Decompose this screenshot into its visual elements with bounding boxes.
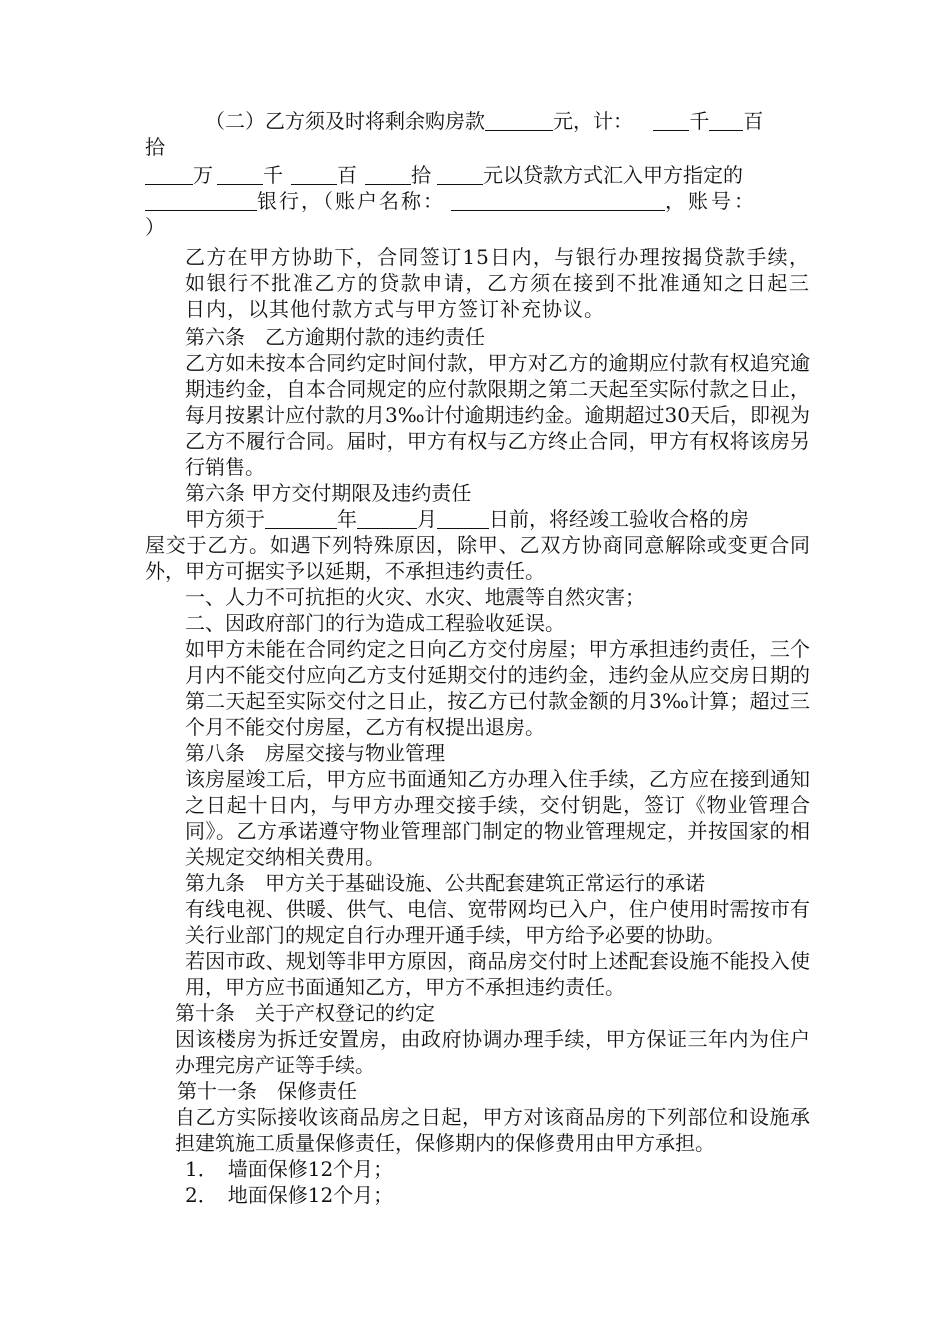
document-page <box>145 108 810 1208</box>
blank-thousand-2[interactable] <box>217 164 263 185</box>
article-11-body: 自乙方实际接收该商品房之日起，甲方对该商品房的下列部位和设施承担建筑施工质量保修责任，保修期内的保修费用由甲方承担。 <box>175 1105 810 1155</box>
exception-item-2: 二、因政府部门的行为造成工程验收延误。 <box>185 611 565 635</box>
clause-2-text: （二）乙方须及时将剩余购房款 <box>205 109 485 133</box>
article-6b-title: 第六条 甲方交付期限及违约责任 <box>185 481 472 505</box>
delivery-continuation: 屋交于乙方。如遇下列特殊原因，除甲、乙双方协商同意解除或变更合同外，甲方可据实予以延期，不承担违约责任。 <box>145 533 810 583</box>
blank-year[interactable] <box>265 508 337 529</box>
article-8-title: 第八条 房屋交接与物业管理 <box>185 741 445 765</box>
article-10-body: 因该楼房为拆迁安置房，由政府协调办理手续，甲方保证三年内为住户办理完房产证等手续。 <box>175 1027 810 1077</box>
clause-2-line-3: 万 千 百 拾 元以贷款方式汇入甲方指定的 <box>145 162 810 188</box>
blank-hundred-2[interactable] <box>291 164 337 185</box>
delivery-penalty: 如甲方未能在合同约定之日向乙方交付房屋；甲方承担违约责任，三个月内不能交付应向乙方支付延期交付的违约金，违约金从应交房日期的第二天起至实际交付之日止，按乙方已付款金额的月3‰计算；超过三个月不能交付房屋，乙方有权提出退房。 <box>185 637 810 739</box>
blank-yuan[interactable] <box>437 164 483 185</box>
article-11-title: 第十一条 保修责任 <box>177 1079 357 1103</box>
clause-2-line-2: 拾 <box>145 135 165 159</box>
delivery-date-line: 甲方须于 年 月 日前，将经竣工验收合格的房 <box>185 507 749 531</box>
exception-item-1: 一、人力不可抗拒的火灾、水灾、地震等自然灾害； <box>185 585 645 609</box>
article-6-title: 第六条 乙方逾期付款的违约责任 <box>185 325 485 349</box>
article-10-title: 第十条 关于产权登记的约定 <box>175 1001 435 1025</box>
blank-ten-2[interactable] <box>365 164 411 185</box>
article-6-body: 乙方如未按本合同约定时间付款，甲方对乙方的逾期应付款有权追究逾期违约金，自本合同规定的应付款限期之第二天起至实际付款之日止，每月按累计应付款的月3‰计付逾期违约金。逾期超过30天后，即视为乙方不履行合同。届时，甲方有权与乙方终止合同，甲方有权将该房另行销售。 <box>185 351 811 479</box>
loan-paragraph: 乙方在甲方协助下，合同签订15日内，与银行办理按揭贷款手续，如银行不批准乙方的贷款申请，乙方须在接到不批准通知之日起三日内，以其他付款方式与甲方签订补充协议。 <box>185 245 810 321</box>
blank-thousand[interactable] <box>653 110 689 131</box>
blank-ten-thousand[interactable] <box>145 164 193 185</box>
article-9-title: 第九条 甲方关于基础设施、公共配套建筑正常运行的承诺 <box>185 871 705 895</box>
blank-hundred[interactable] <box>709 110 743 131</box>
clause-2-line-4: 银行，（账户名称： ，账号： <box>145 188 810 214</box>
article-9-para-1: 有线电视、供暖、供气、电信、宽带网均已入户，住户使用时需按市有关行业部门的规定自行办理开通手续，甲方给予必要的协助。 <box>185 897 810 947</box>
clause-2-line-1: （二）乙方须及时将剩余购房款 元，计： 千 百 <box>205 109 764 133</box>
warranty-item-2: 2． 地面保修12个月； <box>185 1183 394 1207</box>
blank-bank-name[interactable] <box>145 190 257 211</box>
blank-day[interactable] <box>437 508 489 529</box>
blank-remaining-amount[interactable] <box>485 110 553 131</box>
article-9-para-2: 若因市政、规划等非甲方原因，商品房交付时上述配套设施不能投入使用，甲方应书面通知乙方，甲方不承担违约责任。 <box>185 949 810 999</box>
warranty-item-1: 1． 墙面保修12个月； <box>185 1157 394 1181</box>
clause-2-line-5: ） <box>145 215 165 239</box>
article-8-body: 该房屋竣工后，甲方应书面通知乙方办理入住手续，乙方应在接到通知之日起十日内，与甲方办理交接手续，交付钥匙，签订《物业管理合同》。乙方承诺遵守物业管理部门制定的物业管理规定，并按国家的相关规定交纳相关费用。 <box>185 767 810 869</box>
blank-account-name[interactable] <box>451 190 665 211</box>
blank-month[interactable] <box>357 508 417 529</box>
